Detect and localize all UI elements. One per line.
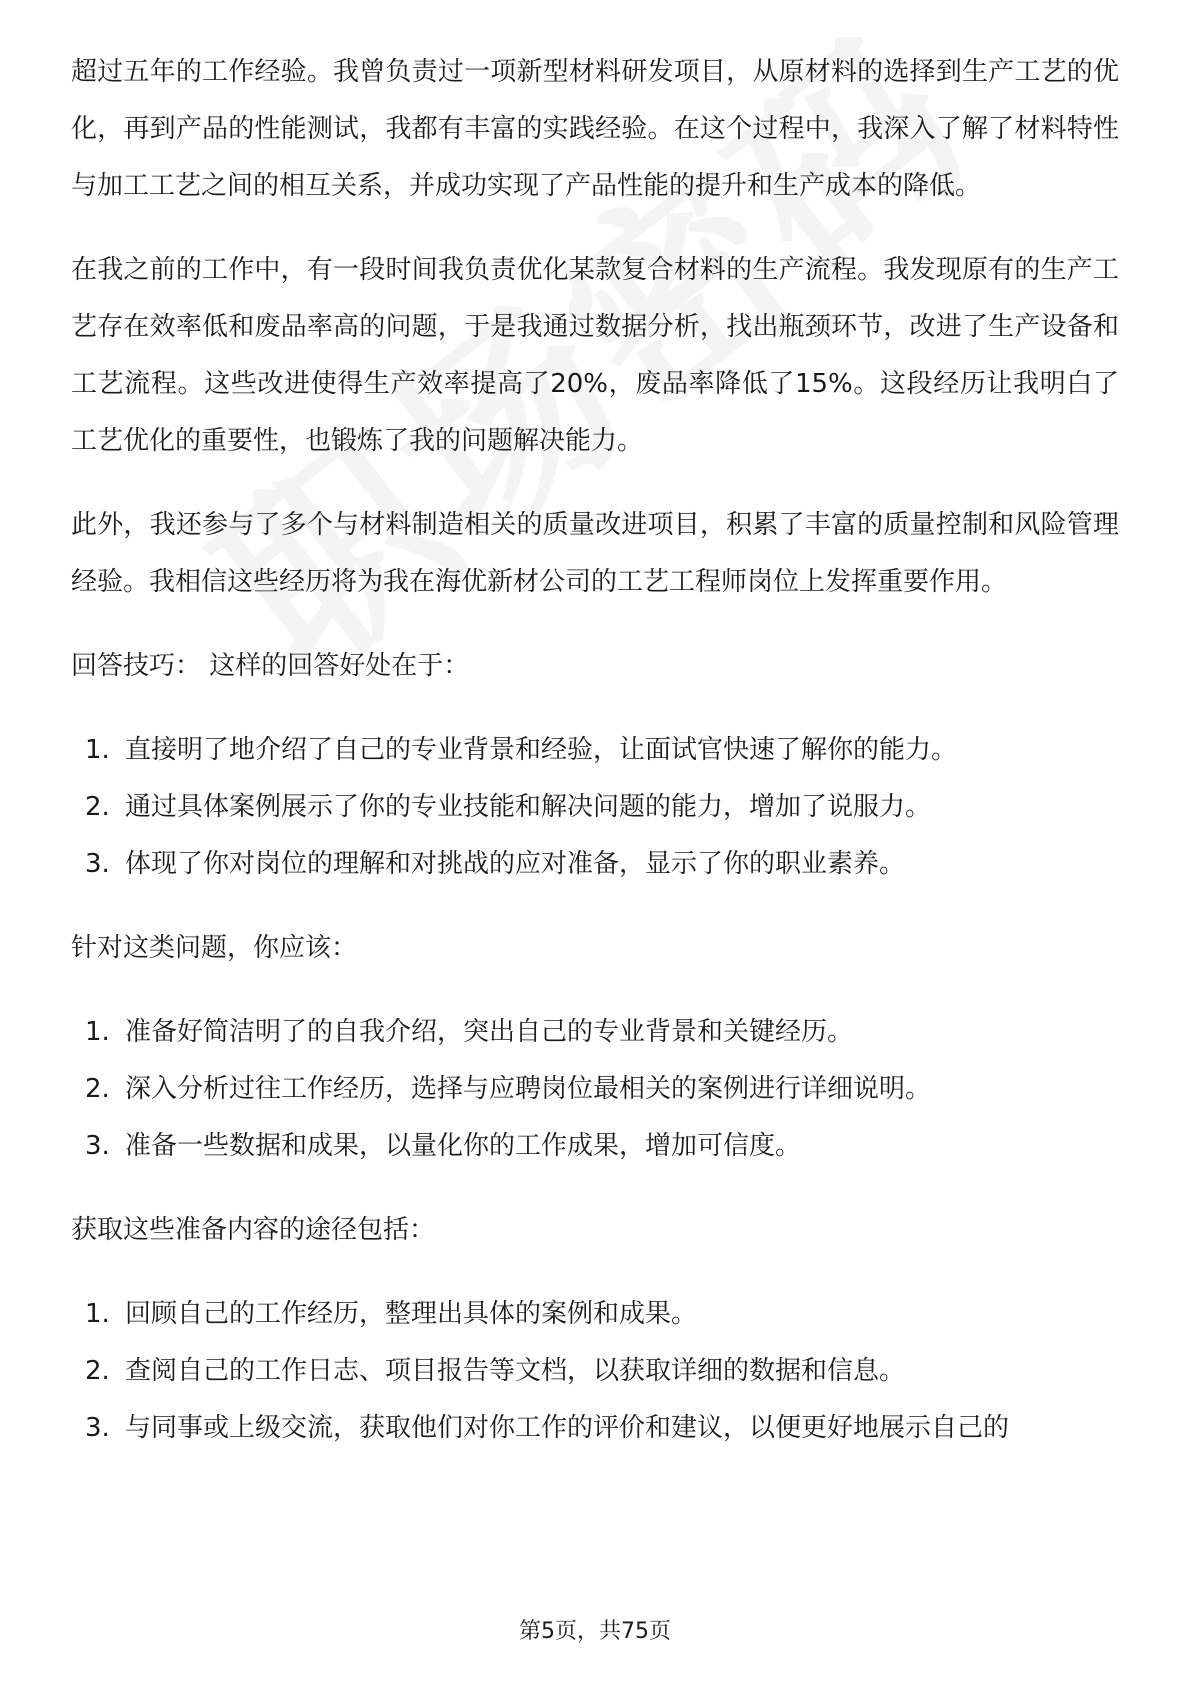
list-number: 3. <box>85 849 110 879</box>
list-item <box>71 836 1119 893</box>
list-number: 3. <box>85 1131 110 1161</box>
list-item <box>71 1400 1119 1457</box>
list-item <box>71 1286 1119 1343</box>
list-number: 3. <box>85 1413 110 1443</box>
paragraph-experience: 超过五年的工作经验。我曾负责过一项新型材料研发项目，从原材料的选择到生产工艺的优化，再到产品的性能测试，我都有丰富的实践经验。在这个过程中，我深入了解了材料特性与加工工艺之间的相互关系，并成功实现了产品性能的提升和生产成本的降低。 <box>71 57 1119 201</box>
list-item <box>71 722 1119 779</box>
list-item <box>71 779 1119 836</box>
list-item-text: 准备好简洁明了的自我介绍，突出自己的专业背景和关键经历。 <box>125 1017 854 1047</box>
tips-heading: 回答技巧： 这样的回答好处在于： <box>71 651 470 681</box>
page-content <box>71 44 1119 1484</box>
list-item-text: 体现了你对岗位的理解和对挑战的应对准备，显示了你的职业素养。 <box>125 849 906 879</box>
advice-heading: 针对这类问题，你应该： <box>71 933 358 963</box>
tips-list <box>71 722 1119 893</box>
list-item <box>71 1343 1119 1400</box>
list-item-text: 准备一些数据和成果，以量化你的工作成果，增加可信度。 <box>125 1131 802 1161</box>
page-footer: 第5页，共75页 <box>519 1619 671 1644</box>
list-item-text: 通过具体案例展示了你的专业技能和解决问题的能力，增加了说服力。 <box>125 792 932 822</box>
advice-list <box>71 1004 1119 1175</box>
list-item-text: 深入分析过往工作经历，选择与应聘岗位最相关的案例进行详细说明。 <box>125 1074 932 1104</box>
list-number: 2. <box>85 1356 110 1386</box>
list-number: 1. <box>85 735 110 765</box>
list-item-text: 回顾自己的工作经历，整理出具体的案例和成果。 <box>125 1299 698 1329</box>
sources-heading: 获取这些准备内容的途径包括： <box>71 1215 436 1245</box>
list-number: 2. <box>85 1074 110 1104</box>
list-item <box>71 1061 1119 1118</box>
list-item <box>71 1118 1119 1175</box>
list-item <box>71 1004 1119 1061</box>
paragraph-quality-projects: 此外，我还参与了多个与材料制造相关的质量改进项目，积累了丰富的质量控制和风险管理经验。我相信这些经历将为我在海优新材公司的工艺工程师岗位上发挥重要作用。 <box>71 510 1119 597</box>
list-item-text: 与同事或上级交流，获取他们对你工作的评价和建议，以便更好地展示自己的 <box>125 1413 1010 1443</box>
list-number: 1. <box>85 1299 110 1329</box>
list-number: 2. <box>85 792 110 822</box>
list-item-text: 直接明了地介绍了自己的专业背景和经验，让面试官快速了解你的能力。 <box>125 735 958 765</box>
list-number: 1. <box>85 1017 110 1047</box>
list-item-text: 查阅自己的工作日志、项目报告等文档，以获取详细的数据和信息。 <box>125 1356 906 1386</box>
paragraph-process-optimization: 在我之前的工作中，有一段时间我负责优化某款复合材料的生产流程。我发现原有的生产工艺存在效率低和废品率高的问题，于是我通过数据分析，找出瓶颈环节，改进了生产设备和工艺流程。这些改进使得生产效率提高了20%，废品率降低了15%。这段经历让我明白了工艺优化的重要性，也锻炼了我的问题解决能力。 <box>71 255 1119 456</box>
sources-list <box>71 1286 1119 1457</box>
